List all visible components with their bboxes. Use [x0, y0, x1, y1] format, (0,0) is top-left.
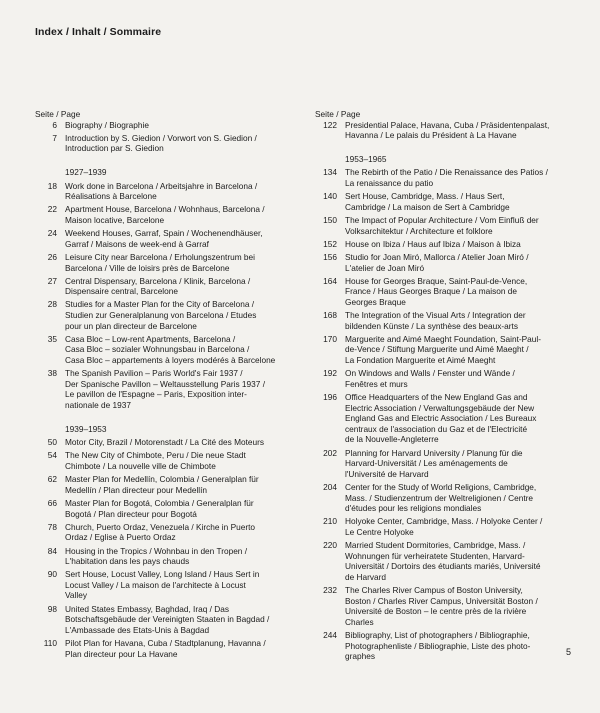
entry-page-number: 7: [52, 132, 57, 143]
entry-page-number: 110: [43, 638, 57, 649]
index-entry: [315, 585, 570, 627]
index-entry: [315, 276, 570, 308]
entry-title: Pilot Plan for Havana, Cuba / Stadtplanung, Havanna / Plan directeur pour La Havane: [65, 638, 266, 659]
index-entry: [35, 181, 285, 202]
entry-title: Bibliography, List of photographers / Bibliographie, Photographenliste / Bibliographie, Liste des photo- graphes: [345, 630, 531, 662]
index-entry: [315, 239, 570, 250]
entry-title: United States Embassy, Baghdad, Iraq / Das Botschaftsgebäude der Vereinigten Staaten in Bagdad / L'Ambassade des Etats-Unis à Bagdad: [65, 603, 270, 635]
index-entry: [315, 392, 570, 445]
entry-page-number: 152: [323, 238, 337, 249]
entry-title: Motor City, Brazil / Motorenstadt / La Cité des Moteurs: [65, 437, 265, 448]
index-entry: [35, 498, 285, 519]
entry-page-number: 38: [47, 368, 57, 379]
index-entry: [35, 228, 285, 249]
index-entry: [315, 191, 570, 212]
index-entry: [315, 215, 570, 236]
entry-page-number: 62: [47, 474, 57, 485]
index-entry: [35, 522, 285, 543]
entry-title: Master Plan for Bogotá, Colombia / Generalplan für Bogotá / Plan directeur pour Bogotá: [65, 497, 254, 519]
entry-page-number: 150: [323, 214, 337, 225]
right-sections: [315, 120, 570, 662]
entry-page-number: 66: [47, 497, 57, 508]
entry-title: Casa Bloc – Low-rent Apartments, Barcelona / Casa Bloc – sozialer Wohnungsbau in Barcelona / Casa Bloc – appartements à loyers modérés à Barcelone: [65, 333, 276, 366]
left-sections: [35, 120, 285, 660]
entry-page-number: 244: [323, 630, 337, 641]
page-title: Index / Inhalt / Sommaire: [35, 26, 162, 38]
index-entry: [35, 474, 285, 495]
entry-title: Master Plan for Medellín, Colombia / Generalplan für Medellín / Plan directeur pour Medellín: [65, 474, 259, 495]
entry-title: On Windows and Walls / Fenster und Wände / Fenêtres et murs: [345, 368, 515, 389]
section-heading: 1939–1953: [65, 423, 107, 434]
index-entry: [315, 167, 570, 188]
index-entry: [35, 276, 285, 297]
entry-title: Central Dispensary, Barcelona / Klinik, Barcelona / Dispensaire central, Barcelone: [65, 275, 251, 297]
entry-page-number: 84: [47, 545, 57, 556]
index-entry: [315, 310, 570, 331]
index-entry: [35, 604, 285, 636]
entry-page-number: 204: [323, 481, 337, 492]
entry-title: Holyoke Center, Cambridge, Mass. / Holyoke Center / Le Centre Holyoke: [345, 516, 543, 537]
index-entry: [315, 482, 570, 514]
entry-page-number: 54: [47, 450, 57, 461]
index-entry: [35, 368, 285, 410]
entry-page-number: 210: [323, 516, 337, 527]
entry-page-number: 27: [47, 275, 57, 286]
index-entry: [315, 448, 570, 480]
entry-page-number: 24: [47, 228, 57, 239]
index-entry: [35, 569, 285, 601]
index-entry: [315, 540, 570, 582]
column-header: Seite / Page: [35, 109, 81, 119]
entry-title: Center for the Study of World Religions, Cambridge, Mass. / Studienzentrum der Weltreligionen / Centre d'études pour les religions mondiales: [345, 481, 537, 514]
entry-title: House for Georges Braque, Saint-Paul-de-Vence, France / Haus Georges Braque / La maison de Georges Braque: [345, 275, 528, 307]
entry-title: Sert House, Locust Valley, Long Island / Haus Sert in Locust Valley / La maison de l'architecte à Locust Valley: [65, 569, 260, 601]
entry-page-number: 90: [47, 569, 57, 580]
entry-title: The Charles River Campus of Boston University, Boston / Charles River Campus, Universität Boston / Université de Boston – le centre près de la rivière Charles: [345, 585, 538, 627]
entry-title: Presidential Palace, Havana, Cuba / Präsidentenpalast, Havanna / Le palais du Président à La Havane: [345, 119, 550, 141]
index-entry: [315, 252, 570, 273]
index-entry: [35, 437, 285, 448]
entry-title: Leisure City near Barcelona / Erholungszentrum bei Barcelona / Ville de loisirs près de Barcelone: [65, 251, 256, 273]
entry-page-number: 192: [323, 368, 337, 379]
index-entry: [315, 368, 570, 389]
entry-title: Housing in the Tropics / Wohnbau in den Tropen / L'habitation dans les pays chauds: [65, 545, 248, 567]
index-entry: [315, 630, 570, 662]
entry-page-number: 170: [323, 333, 337, 344]
entry-title: Sert House, Cambridge, Mass. / Haus Sert, Cambridge / La maison de Sert à Cambridge: [345, 191, 510, 212]
entry-title: Church, Puerto Ordaz, Venezuela / Kirche in Puerto Ordaz / Eglise à Puerto Ordaz: [65, 521, 256, 543]
section-heading: 1953–1965: [345, 153, 387, 164]
page-number: 5: [566, 647, 572, 657]
entry-page-number: 6: [52, 119, 57, 130]
left-column: [35, 109, 285, 662]
right-column: [315, 109, 570, 664]
entry-title: Work done in Barcelona / Arbeitsjahre in Barcelona / Réalisations à Barcelone: [65, 180, 258, 202]
entry-page-number: 164: [323, 275, 337, 286]
entry-page-number: 168: [323, 310, 337, 321]
section-heading: 1927–1939: [65, 166, 107, 177]
entry-page-number: 78: [47, 521, 57, 532]
entry-title: Office Headquarters of the New England Gas and Electric Association / Verwaltungsgebäude der New England Gas and Electric Association / Les Bureaux centraux de l'association du Gaz et de l'Electricité de la Nouvelle-Angleterre: [345, 392, 537, 445]
entry-title: Studio for Joan Miró, Mallorca / Atelier Joan Miró / L'atelier de Joan Miró: [345, 251, 529, 273]
entry-page-number: 28: [47, 299, 57, 310]
index-entry: [315, 516, 570, 537]
entry-page-number: 196: [323, 392, 337, 402]
index-entry: [35, 546, 285, 567]
entry-title: The Rebirth of the Patio / Die Renaissance des Patios / La renaissance du patio: [345, 167, 548, 188]
index-entry: [35, 120, 285, 131]
entry-title: The New City of Chimbote, Peru / Die neue Stadt Chimbote / La nouvelle ville de Chimbote: [65, 450, 246, 471]
entry-page-number: 220: [323, 540, 337, 551]
entry-page-number: 232: [323, 585, 337, 596]
entry-page-number: 26: [47, 251, 57, 262]
entry-title: House on Ibiza / Haus auf Ibiza / Maison à Ibiza: [345, 238, 521, 249]
index-entry: [35, 334, 285, 366]
index-entry: [35, 252, 285, 273]
entry-title: The Impact of Popular Architecture / Vom Einfluß der Volksarchitektur / Architecture et folklore: [345, 214, 539, 236]
entry-title: The Spanish Pavilion – Paris World's Fair 1937 / Der Spanische Pavillon – Weltausstellung Paris 1937 / Le pavillon de l'Espagne – Paris, Exposition inter- nationale de 1937: [65, 368, 266, 410]
entry-title: Introduction by S. Giedion / Vorwort von S. Giedion / Introduction par S. Giedion: [65, 132, 257, 154]
entry-page-number: 202: [323, 447, 337, 458]
entry-title: Marguerite and Aimé Maeght Foundation, Saint-Paul- de-Vence / Stiftung Marguerite und Aimé Maeght / La Fondation Marguerite et Aimé Maeght: [345, 333, 542, 366]
index-entry: [315, 120, 570, 141]
index-entry: [35, 204, 285, 225]
entry-page-number: 98: [47, 603, 57, 614]
index-entry: [315, 334, 570, 366]
index-entry: [35, 450, 285, 471]
entry-title: Studies for a Master Plan for the City of Barcelona / Studien zur Generalplanung von Barcelona / Etudes pour un plan directeur de Barcelone: [65, 299, 257, 331]
entry-page-number: 35: [47, 333, 57, 344]
entry-title: Married Student Dormitories, Cambridge, Mass. / Wohnungen für verheiratete Studenten, Harvard- Universität / Dortoirs des étudiants mariés, Université de Harvard: [345, 540, 541, 582]
index-entry: [35, 133, 285, 154]
entry-page-number: 134: [323, 167, 337, 178]
entry-page-number: 156: [323, 251, 337, 262]
entry-title: Apartment House, Barcelona / Wohnhaus, Barcelona / Maison locative, Barcelone: [65, 204, 265, 225]
entry-title: The Integration of the Visual Arts / Integration der bildenden Künste / La synthèse des beaux-arts: [345, 310, 526, 331]
entry-page-number: 22: [47, 204, 57, 215]
entry-page-number: 50: [47, 437, 57, 448]
entry-page-number: 122: [323, 119, 337, 130]
column-header: Seite / Page: [315, 109, 361, 119]
index-entry: [35, 299, 285, 331]
entry-title: Weekend Houses, Garraf, Spain / Wochenendhäuser, Garraf / Maisons de week-end à Garraf: [65, 228, 263, 249]
entry-page-number: 18: [47, 180, 57, 191]
entry-page-number: 140: [323, 191, 337, 202]
index-entry: [35, 638, 285, 659]
entry-title: Planning for Harvard University / Planung für die Harvard-Universität / Les aménagements de l'Université de Harvard: [345, 447, 523, 479]
entry-title: Biography / Biographie: [65, 119, 149, 130]
